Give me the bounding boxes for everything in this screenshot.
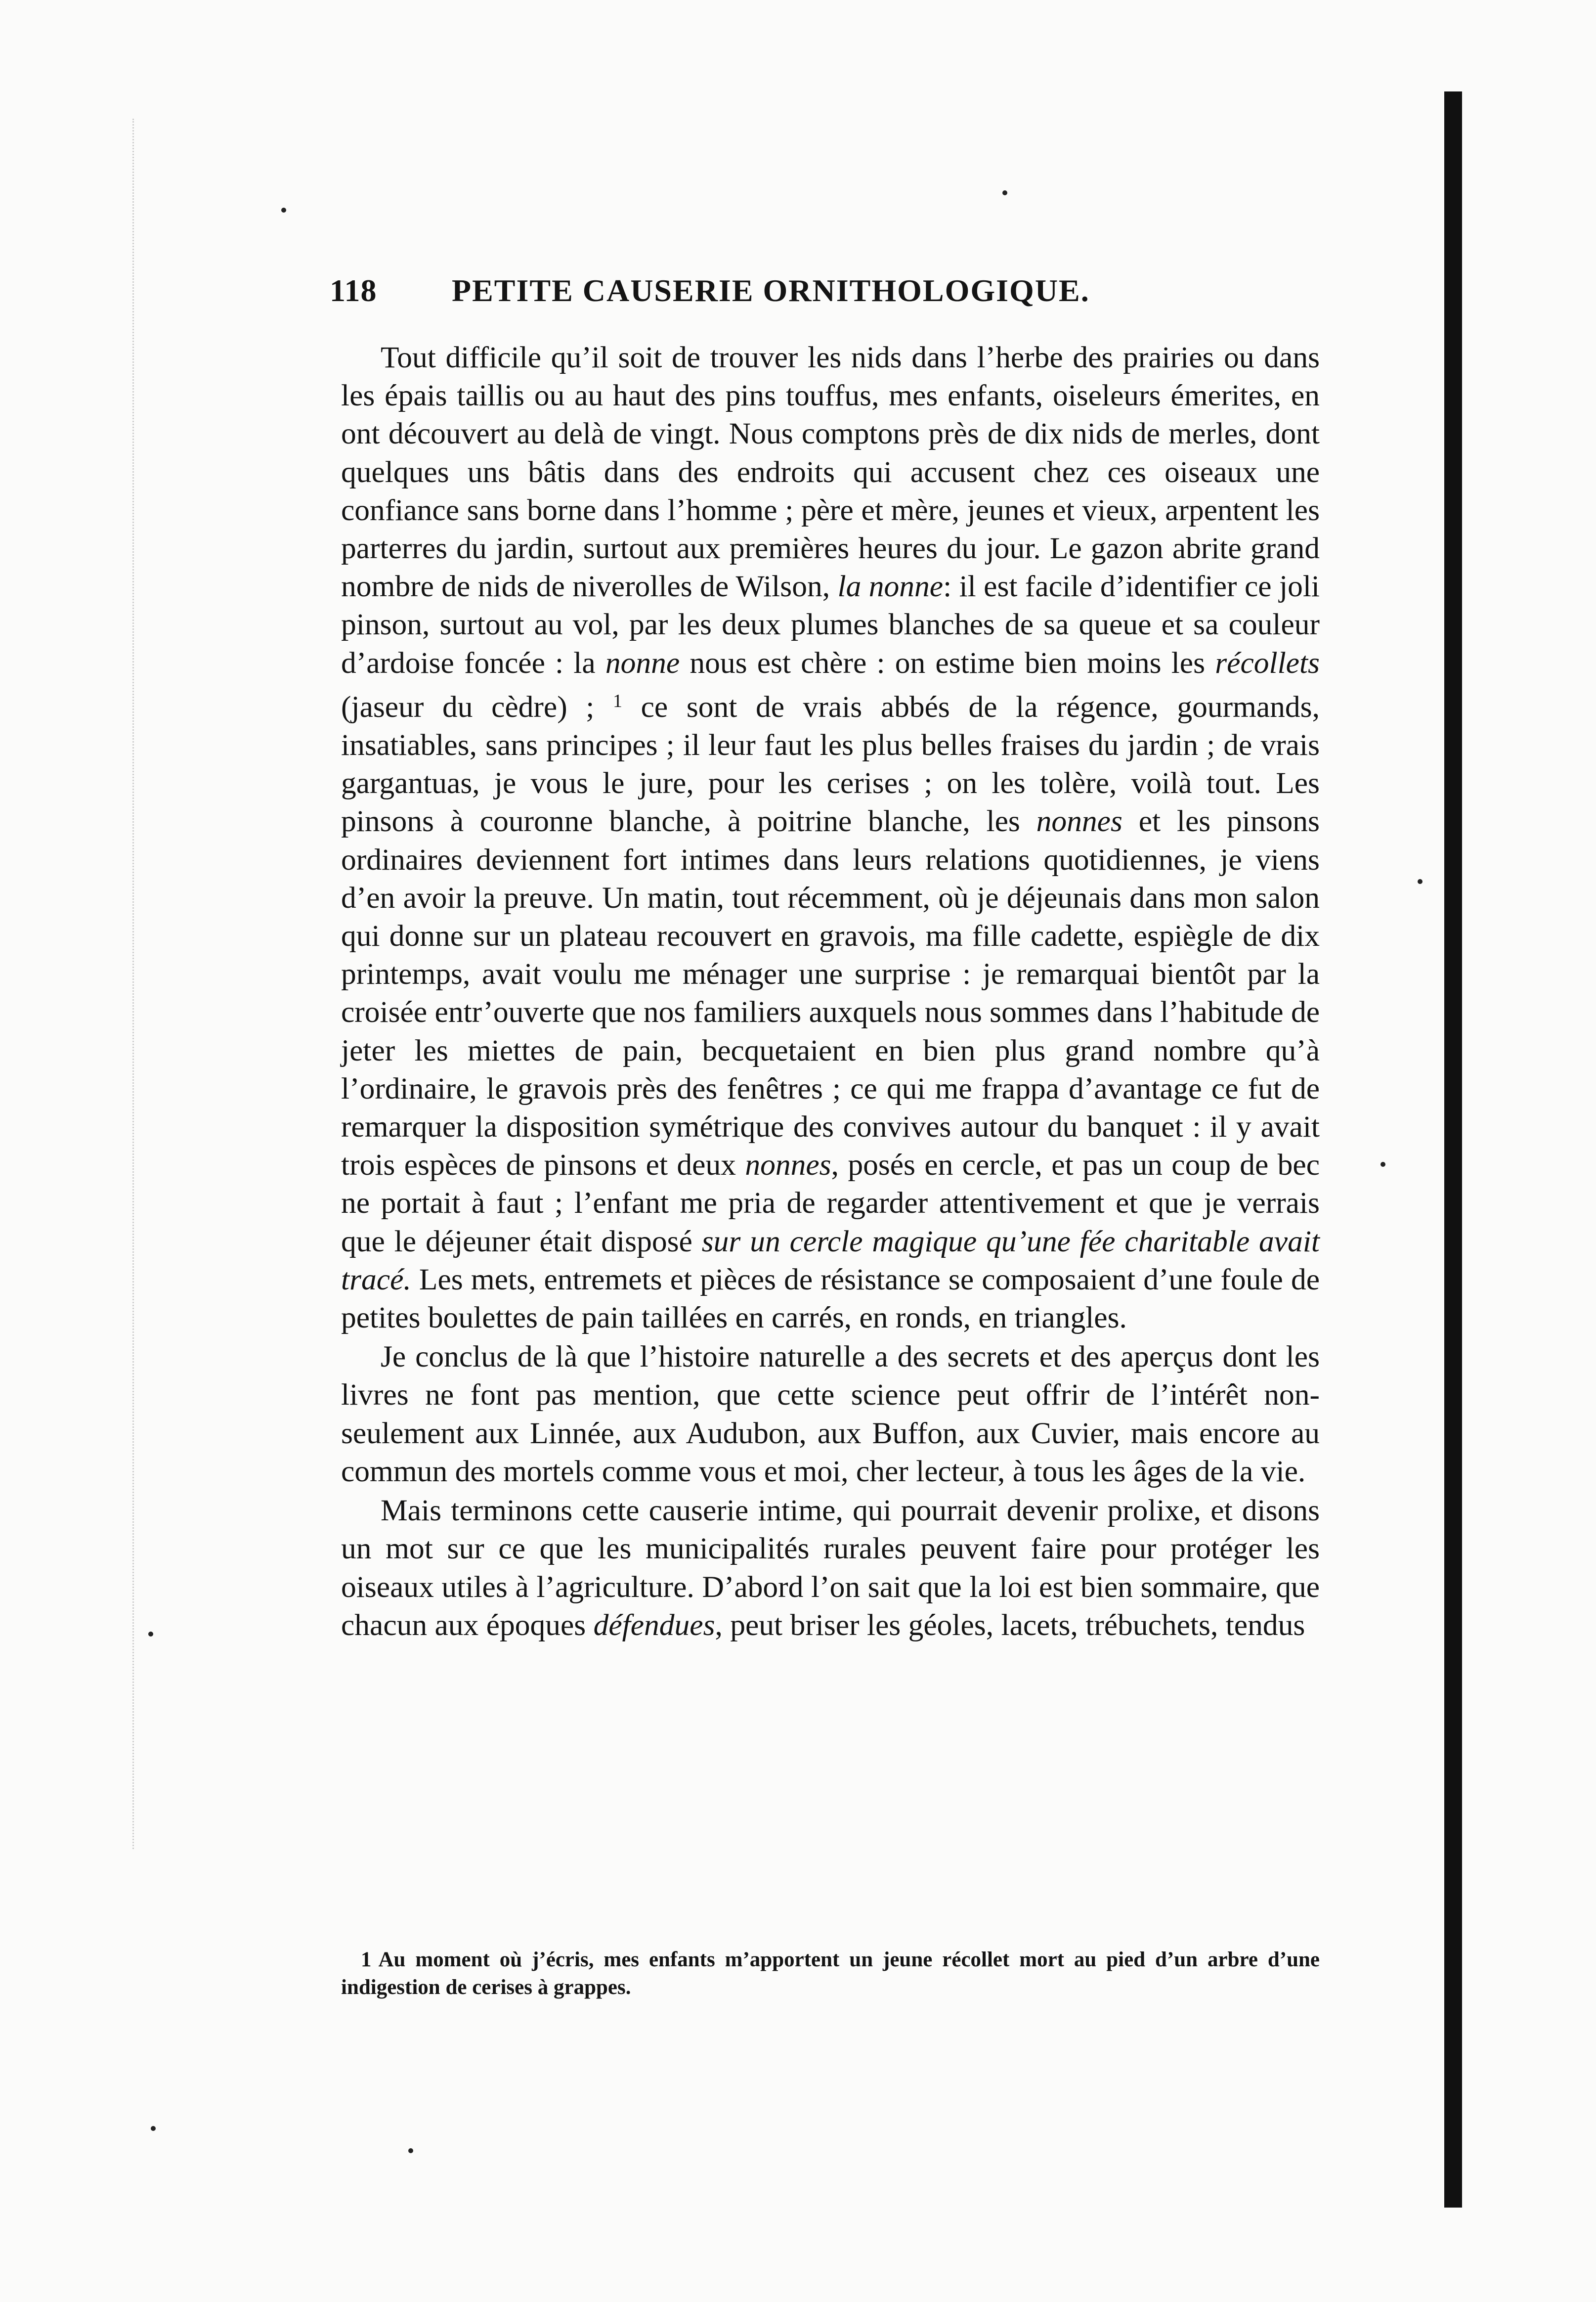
ink-speck bbox=[281, 208, 286, 213]
running-title: PETITE CAUSERIE ORNITHOLOGIQUE. bbox=[452, 273, 1090, 308]
ink-speck bbox=[1380, 1162, 1385, 1167]
ink-speck bbox=[408, 2148, 413, 2153]
italic-text: récollets bbox=[1215, 646, 1320, 680]
text-run: nous est chère : on estime bien moins les bbox=[680, 646, 1215, 680]
italic-text: nonne bbox=[605, 646, 680, 680]
italic-text: sur un cercle magique qu’une fée charitable avait tracé. bbox=[341, 1224, 1320, 1296]
footnote-number: 1 bbox=[361, 1948, 372, 1971]
text-run: Tout difficile qu’il soit de trouver les nids dans l’herbe des prairies ou dans les épais taillis ou au haut des pins touffus, mes enfants, oiseleurs émerites, en ont découvert au delà de vingt. Nous comptons près de dix nids de merles, dont quelques uns bâtis dans des endroits qui accusent chez ces oiseaux une confiance sans borne dans l’homme ; père et mère, jeunes et vieux, arpentent les parterres du jardin, surtout aux premières heures du jour. Le gazon abrite grand nombre de nids de niverolles de Wilson, bbox=[341, 341, 1320, 604]
text-run: ce sont de vrais abbés de la régence, gourmands, insatiables, sans principes ; il leur faut les plus belles fraises du jardin ; de vrais gargantuas, je vous le jure, pour les cerises ; on les tolère, voilà tout. Les pinsons à couronne blanche, à poitrine blanche, les bbox=[341, 690, 1320, 839]
italic-text: la nonne bbox=[837, 570, 944, 604]
italic-text: nonnes bbox=[745, 1148, 831, 1182]
running-header bbox=[330, 271, 1318, 310]
footnote bbox=[341, 1946, 1320, 2001]
paragraph bbox=[341, 1492, 1320, 1644]
italic-text: défendues bbox=[593, 1608, 715, 1642]
text-run: et les pinsons ordinaires deviennent fort intimes dans leurs relations quotidiennes, je viens d’en avoir la preuve. Un matin, tout récemment, où je déjeunais dans mon salon qui donne sur un plateau recouvert en gravois, ma fille cadette, espiègle de dix printemps, avait voulu me ménager une surprise : je remarquai bientôt par la croisée entr’ouverte que nos familiers auxquels nous sommes dans l’habitude de jeter les miettes de pain, becquetaient en bien plus grand nombre qu’à l’ordinaire, le gravois près des fenêtres ; ce qui me frappa d’avantage ce fut de remarquer la disposition symétrique des convives autour du banquet : il y avait trois espèces de pinsons et deux bbox=[341, 804, 1320, 1182]
paragraph bbox=[341, 339, 1320, 1337]
italic-text: nonnes bbox=[1036, 804, 1122, 839]
ink-speck bbox=[1002, 190, 1007, 195]
left-margin-scan-marks bbox=[132, 119, 144, 1849]
text-run: Les mets, entremets et pièces de résistance se composaient d’une foule de petites boulettes de pain taillées en carrés, en ronds, en triangles. bbox=[341, 1262, 1320, 1335]
footnote-text: Au moment où j’écris, mes enfants m’apportent un jeune récollet mort au pied d’un arbre d’une indigestion de cerises à grappes. bbox=[341, 1948, 1320, 1999]
text-run: : il est facile d’identifier ce joli pinson, surtout au vol, par les deux plumes blanches de sa queue et sa couleur d’ardoise foncée : la bbox=[341, 570, 1320, 680]
page-number: 118 bbox=[330, 273, 377, 308]
text-run: , peut briser les géoles, lacets, trébuchets, tendus bbox=[715, 1608, 1305, 1642]
ink-speck bbox=[148, 1632, 153, 1637]
text-run: Je conclus de là que l’histoire naturelle a des secrets et des aperçus dont les livres ne font pas mention, que cette science peut offrir de l’intérêt non-seulement aux Linnée, aux Audubon, aux Buffon, aux Cuvier, mais encore au commun des mortels comme vous et moi, cher lecteur, à tous les âges de la vie. bbox=[341, 1340, 1320, 1488]
body-text bbox=[341, 339, 1320, 1644]
text-run: Mais terminons cette causerie intime, qui pourrait devenir prolixe, et disons un mot sur ce que les municipalités rurales peuvent faire pour protéger les oiseaux utiles à l’agriculture. D’abord l’on sait que la loi est bien sommaire, que chacun aux époques bbox=[341, 1494, 1320, 1642]
text-run: , posés en cercle, et pas un coup de bec ne portait à faut ; l’enfant me pria de regarder attentivement et que je verrais que le déjeuner était disposé bbox=[341, 1148, 1320, 1258]
ink-speck bbox=[151, 2126, 156, 2131]
binding-edge-shadow bbox=[1444, 91, 1462, 2208]
text-run: (jaseur du cèdre) ; bbox=[341, 690, 613, 724]
footnote-reference: 1 bbox=[613, 690, 623, 711]
paragraph bbox=[341, 1338, 1320, 1491]
ink-speck bbox=[1418, 879, 1423, 884]
